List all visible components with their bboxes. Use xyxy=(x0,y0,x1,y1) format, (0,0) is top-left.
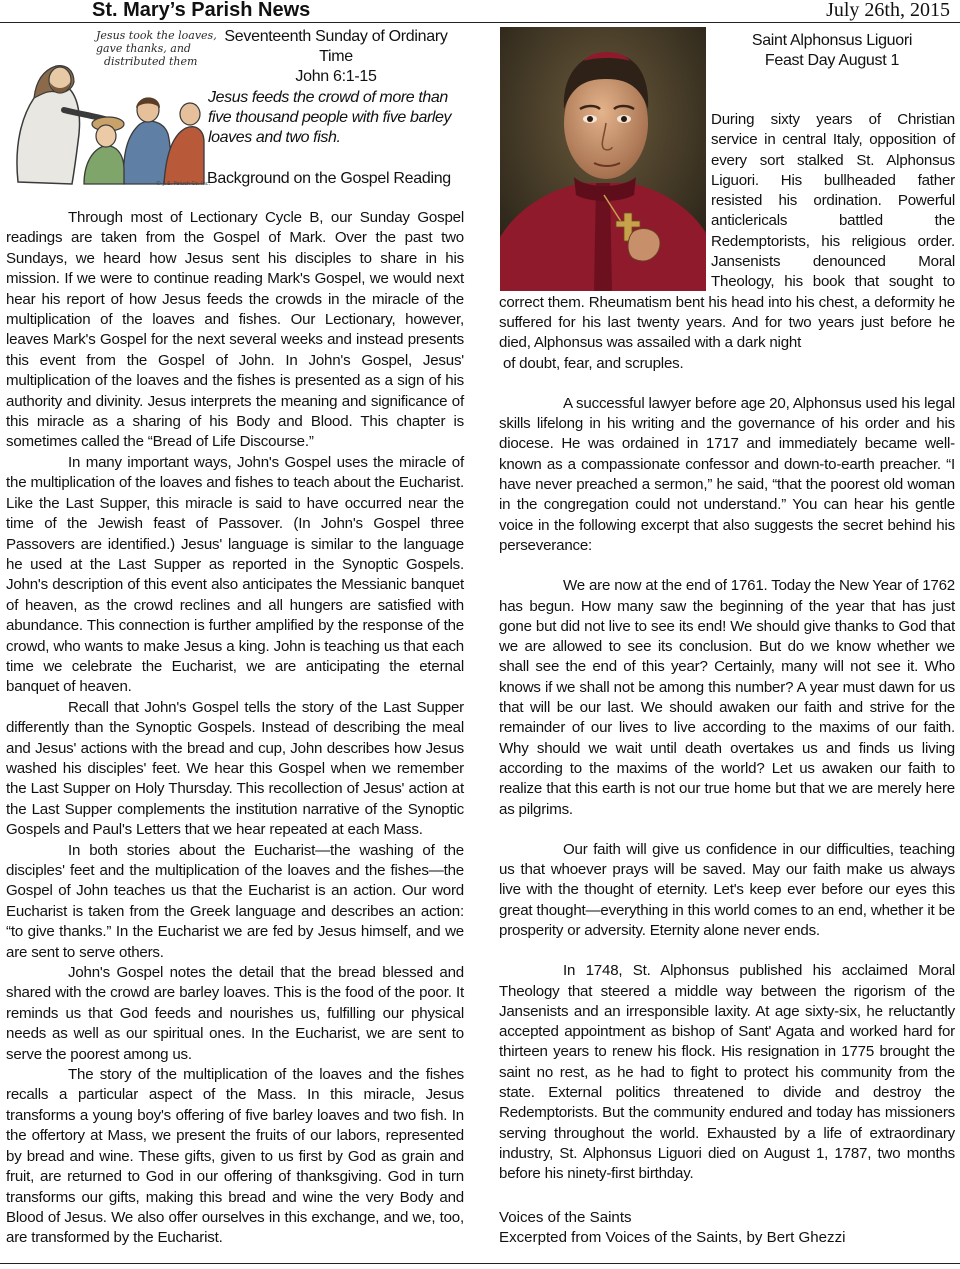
gospel-heading xyxy=(208,27,464,87)
article-paragraph: In 1748, St. Alphonsus published his acclaimed Moral Theology that steered a middle way between the rigorism of the Jansenists and an irresponsible laxity. At age sixty-six, he reluctantly accepted appointment as bishop of Sant' Agata and worked hard for thirteen years to renew his flock. His resignation in 1775 brought the saint no rest, as he had to fight to protect his community from the state. External politics threatened to divide and destroy the Redemptorists. But the community endured and today has missioners serving throughout the world. Exhausted by a life of extraordinary industry, St. Alphonsus Liguori died on August 1, 1787, two months before his ninety-first birthday. xyxy=(499,962,955,1183)
saint-article xyxy=(499,110,955,1185)
saint-heading xyxy=(712,31,952,71)
feast-day: Feast Day August 1 xyxy=(764,52,900,69)
article-paragraph: A successful lawyer before age 20, Alphonsus used his legal skills lifelong in his writing and the governance of his order and his diocese. He was ordained in 1717 and immediately became well-known as a compassionate confessor and down-to-earth preacher. “I have never preached a sermon,” he said, “that the poorest old woman in the congregation could not understand.” You can hear his gentle voice in the following excerpt that also suggests the secret behind his perseverance: xyxy=(499,394,955,554)
top-rule xyxy=(0,22,960,23)
issue-date: July 26th, 2015 xyxy=(826,0,950,21)
portrait-wrap-space xyxy=(499,110,711,280)
quoted-excerpt: Our faith will give us confidence in our difficulties, teaching us that whoever prays will be saved. May our faith make us always live with the thought of eternity. Let's keep ever before our eyes this great thought—everything in this world comes to an end, whether it be prosperity or adversity. Eternity alone never ends. xyxy=(499,840,955,939)
source-credits xyxy=(499,1208,939,1249)
gospel-summary: Jesus feeds the crowd of more than five thousand people with five barley loaves and two fish. xyxy=(208,89,452,146)
illustration-credit: © J. S. Paluch Co. Inc. xyxy=(156,181,211,187)
quoted-excerpt: We are now at the end of 1761. Today the New Year of 1762 has begun. How many saw the beginning of the year that has just gone but did not live to see its end! We should give thanks to God that we are allowed to see its conclusion. But do we know whether we shall see the end of this year? Certainly, many will not see it. Who knows if we shall not be among this number? A year must dawn for us that will be our last. We should awaken our faith and strive for the remainder of our lives to live according to the maxims of our faith. Why should we wait until death overtakes us and finds us living according to the maxims of the world? Let us awaken our faith to realize that this earth is not our true home but that we are merely here as pilgrims. xyxy=(499,577,955,818)
bottom-rule xyxy=(0,1263,960,1264)
masthead xyxy=(0,0,960,22)
saint-intro: During sixty years of Christian service in central Italy, opposition of every sort stalked St. Alphonsus Liguori. His bullheaded father resisted his ordination. Powerful anticlericals battled the Redemptorists, his religious order. Jansenists denounced Moral Theology, his book that sought to correct them. Rheumatism bent his head into his chest, a deformity he suffered for his last twenty years. And for two years just before he died, Alphonsus was assailed with a dark night xyxy=(499,111,955,352)
scripture-reference: John 6:1-15 xyxy=(295,68,377,85)
source-title: Voices of the Saints xyxy=(499,1209,632,1226)
saint-name: Saint Alphonsus Liguori xyxy=(751,32,913,49)
illustration-caption-line: distributed them xyxy=(104,55,198,68)
background-heading: Background on the Gospel Reading xyxy=(207,170,451,187)
article-paragraph: In both stories about the Eucharist—the washing of the disciples' feet and the multiplication of the loaves and the fishes—the Gospel of John teaches us that the Eucharist is an action. Our word Eucharist is taken from the Greek language and describes an action: “to give thanks.” In the Eucharist we are fed by Jesus himself, and we are sent to serve others. xyxy=(6,841,464,961)
illustration-caption-line: gave thanks, and xyxy=(96,42,191,55)
article-paragraph: Through most of Lectionary Cycle B, our Sunday Gospel readings are taken from the Gospel of Mark. Over the past two Sundays, we heard how Jesus sent his disciples to share in his mission. If we were to continue reading Mark's Gospel, we would next hear his report of how Jesus feeds the crowds in the miracle of the multiplication of the loaves and fishes. Our Lectionary, however, leaves Mark's Gospel for the next several weeks and instead presents this event from the Gospel of John. In John's Gospel, Jesus' multiplication of the loaves and the fishes is presented as a sign of his authority and divinity. Jesus interprets the meaning and significance of this miracle as a sharing of his Body and Blood. This chapter is sometimes called the “Bread of Life Discourse.” xyxy=(6,209,464,451)
gospel-illustration xyxy=(4,24,217,188)
illustration-caption-line: Jesus took the loaves, xyxy=(96,29,217,42)
gospel-article xyxy=(6,208,464,1249)
article-paragraph: The story of the multiplication of the loaves and the fishes recalls a particular aspect of the Mass. In this miracle, Jesus transforms a young boy's offering of five barley loaves and two fish. In the offertory at Mass, we present the fruits of our labors, represented by bread and wine. These gifts, given to us first by God as grain and fruit, are returned to God in our offering of thanksgiving. God in turn transforms our gifts, making this bread and wine the very Body and Blood of Jesus. We also offer ourselves in this exchange, and we, too, are transformed by the Eucharist. xyxy=(6,1066,464,1247)
newsletter-title: St. Mary’s Parish News xyxy=(92,0,311,21)
article-paragraph: John's Gospel notes the detail that the bread blessed and shared with the crowd are barley loaves. This is the food of the poor. It reminds us that God feeds and nourishes us, fulfilling our physical needs as well as our spiritual ones. In the Eucharist, we are sent to serve the poorest among us. xyxy=(6,964,464,1063)
article-paragraph: Recall that John's Gospel tells the story of the Last Supper differently than the Synoptic Gospels. Instead of describing the meal and Jesus' actions with the bread and cup, John describes how Jesus washed his disciples' feet. We hear this Gospel when we remember the Last Supper on Holy Thursday. This recollection of Jesus' action at the Last Supper complements the institution narrative of the Synoptic Gospels and Paul's Letters that we hear repeated at each Mass. xyxy=(6,698,464,839)
sunday-title: Seventeenth Sunday of Ordinary Time xyxy=(224,28,448,65)
saint-intro-tail: of doubt, fear, and scruples. xyxy=(503,354,684,372)
article-paragraph: In many important ways, John's Gospel uses the miracle of the multiplication of the loaves and fishes to teach about the Eucharist. Like the Last Supper, this miracle is said to have occurred near the time of the Jewish feast of Passover. (In John's Gospel three Passovers are identified.) Jesus' language is similar to the language he used at the Last Supper as reported in the Synoptic Gospels. John's description of this event also anticipates the Messianic banquet of heaven, as the crowd reclines and all hungers are satisfied with abundance. This connection is further amplified by the response of the crowd, who wants to make Jesus a king. John is teaching us that each time we celebrate the Eucharist, we are anticipating the eternal banquet of heaven. xyxy=(6,453,464,696)
source-credit: Excerpted from Voices of the Saints, by Bert Ghezzi xyxy=(499,1229,846,1247)
